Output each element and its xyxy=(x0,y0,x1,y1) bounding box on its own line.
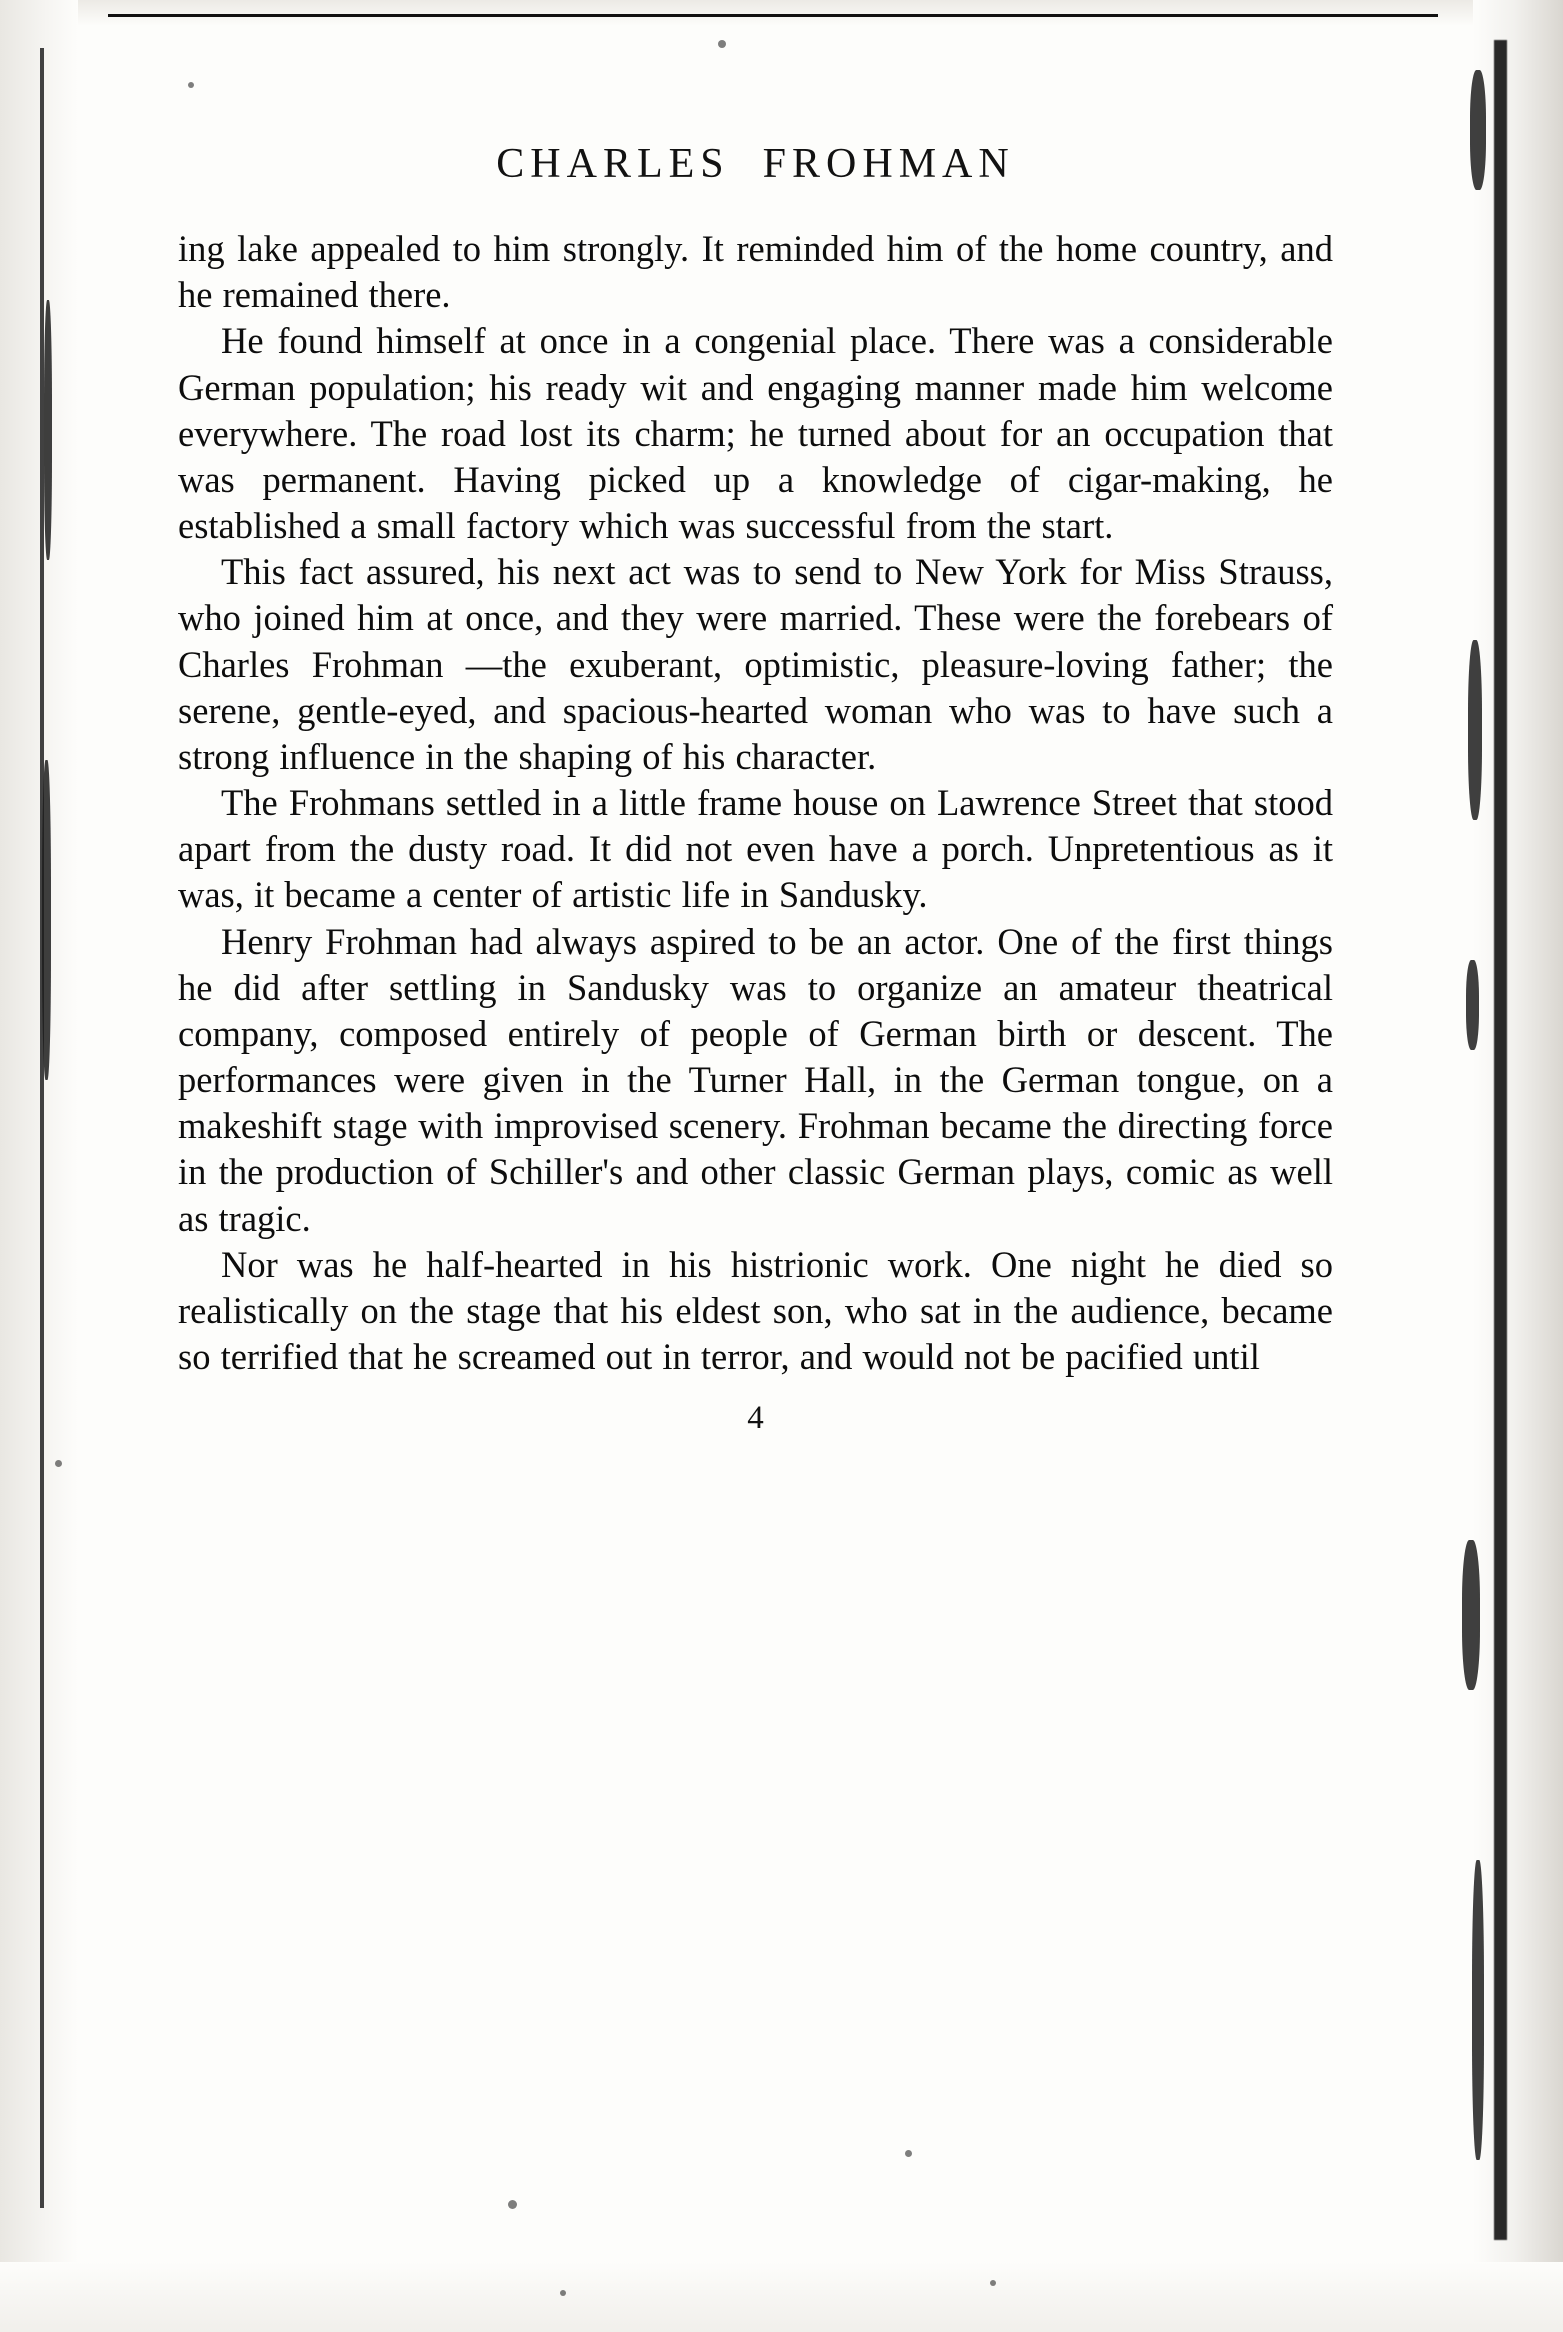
scan-speck xyxy=(508,2200,517,2209)
scan-smudge xyxy=(1468,640,1482,820)
scan-speck xyxy=(718,40,726,48)
scan-rule-right xyxy=(1494,40,1507,2240)
page-edge-bottom xyxy=(0,2262,1563,2332)
paragraph: Henry Frohman had always aspired to be an actor. One of the first things he did after settling in Sandusky was to organize an amateur theatrical company, composed entirely of people of German birth or descent. The performances were given in the Turner Hall, in the German tongue, on a makeshift stage with improvised scenery. Frohman became the directing force in the production of Schiller's and other classic German plays, comic as well as tragic. xyxy=(178,920,1333,1239)
scan-smudge xyxy=(42,760,51,1080)
scan-speck xyxy=(560,2290,566,2296)
paragraph: The Frohmans settled in a little frame house on Lawrence Street that stood apart from the dusty road. It did not even have a porch. Unpretentious as it was, it became a center of artistic life in Sandusky. xyxy=(178,782,1333,916)
paragraph: This fact assured, his next act was to send to New York for Miss Strauss, who joined him at once, and they were married. These were the forebears of Charles Frohman —the exuberant, optimistic, pleasure-loving father; the serene, gentle-eyed, and spacious-hearted woman who was to have such a strong influence in the shaping of his character. xyxy=(178,551,1333,777)
page-edge-right xyxy=(1473,0,1563,2332)
scan-rule-top xyxy=(108,14,1438,17)
paragraph: ing lake appealed to him strongly. It reminded him of the home country, and he remained there. xyxy=(178,228,1333,316)
page-edge-top xyxy=(0,0,1563,26)
page-text-block xyxy=(178,140,1333,1437)
scan-smudge xyxy=(1470,70,1486,190)
scan-speck xyxy=(990,2280,996,2286)
scan-speck xyxy=(55,1460,62,1467)
running-head: CHARLES FROHMAN xyxy=(496,141,1015,187)
paragraph: Nor was he half-hearted in his histrionic work. One night he died so realistically on the stage that his eldest son, who sat in the audience, became so terrified that he screamed out in terror, and would not be pacified until xyxy=(178,1243,1333,1378)
scan-smudge xyxy=(1462,1540,1480,1690)
page-number: 4 xyxy=(747,1400,764,1437)
scan-speck xyxy=(905,2150,912,2157)
scan-smudge xyxy=(1466,960,1479,1050)
scan-smudge xyxy=(1472,1860,1484,2160)
scan-speck xyxy=(188,82,194,88)
page-edge-left xyxy=(0,0,78,2332)
scan-smudge xyxy=(44,300,52,560)
paragraph: He found himself at once in a congenial place. There was a considerable German population; his ready wit and engaging manner made him welcome everywhere. The road lost its charm; he turned about for an occupation that was permanent. Having picked up a knowledge of cigar-making, he established a small factory which was successful from the start. xyxy=(178,320,1333,547)
